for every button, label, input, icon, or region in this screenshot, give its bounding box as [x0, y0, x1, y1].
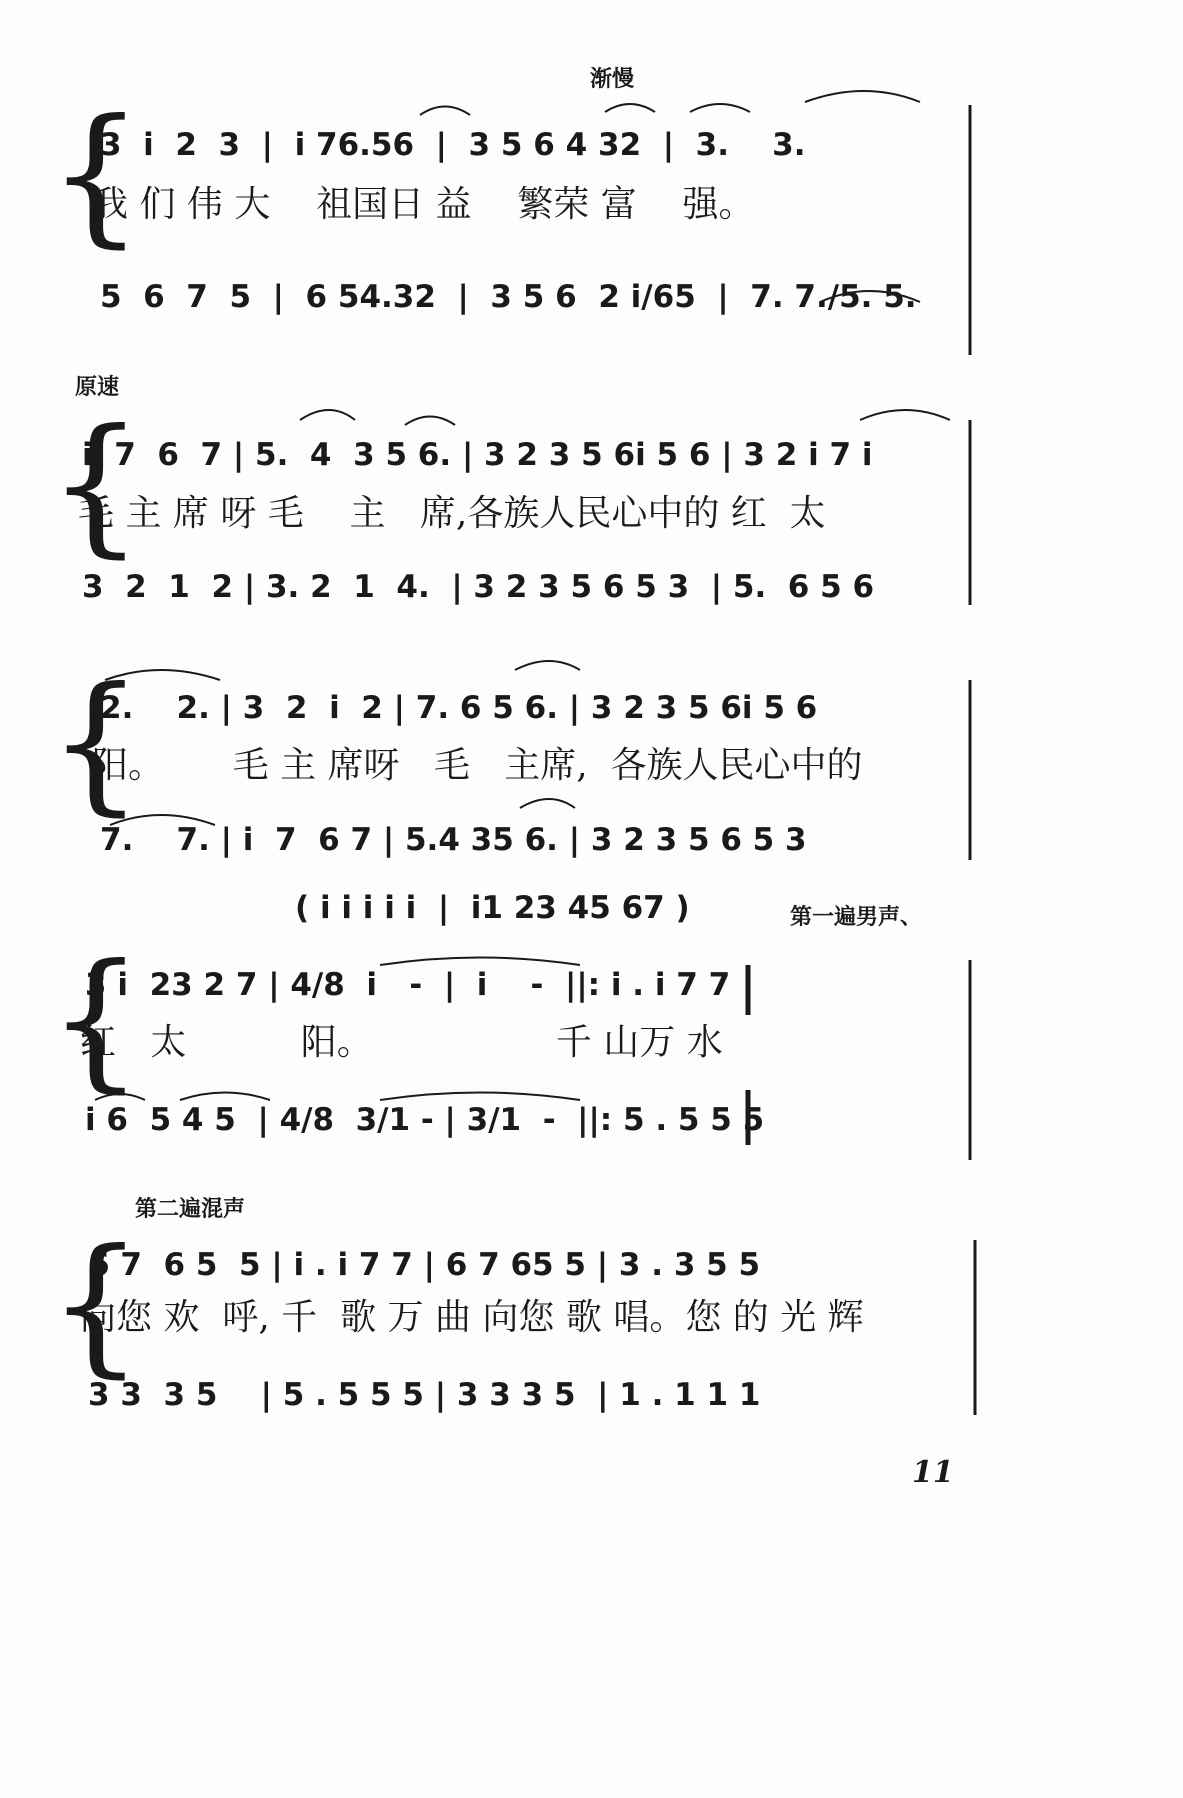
page-number: 11 [912, 1455, 954, 1490]
lower-voice-notes: 7. 7. | i 7 6 7 | 5.4 35 6. | 3 2 3 5 6 5 3 [100, 822, 807, 858]
upper-voice-notes: 3 i 23 2 7 | 4/8 i - | i - ||: i . i 7 7 [85, 967, 731, 1003]
system-brace: { [48, 1218, 144, 1392]
interlude-notes: ( i i i i i | i1 23 45 67 ) [295, 890, 690, 926]
lyrics-line: 阳。 毛 主 席呀 毛 主席, 各族人民心中的 [92, 745, 863, 786]
upper-voice-notes: 3 i 2 3 | i 76.56 | 3 5 6 4 32 | 3. 3. [100, 127, 806, 163]
upper-voice-notes: i 7 6 7 | 5. 4 3 5 6. | 3 2 3 5 6i 5 6 | 3 2 i 7 i [82, 437, 873, 473]
lyrics-line: 向您 欢 呼, 千 歌 万 曲 向您 歌 唱。您 的 光 辉 [80, 1297, 864, 1338]
lyrics-line: 毛 主 席 呀 毛 主 席,各族人民心中的 红 太 [78, 493, 826, 534]
lower-voice-notes: i 6 5 4 5 | 4/8 3/1 - | 3/1 - ||: 5 . 5 5 5 [85, 1102, 765, 1138]
first-time-marking: 第一遍男声、 [790, 904, 923, 930]
upper-voice-notes: 6 7 6 5 5 | i . i 7 7 | 6 7 65 5 | 3 . 3 5 5 [88, 1247, 761, 1283]
lower-voice-notes: 5 6 7 5 | 6 54.32 | 3 5 6 2 i/65 | 7. 7./5. 5. [100, 279, 917, 315]
system-brace: { [48, 933, 144, 1107]
system-brace: { [48, 88, 144, 262]
lyrics-line: 红 太 阳。 千 山万 水 [80, 1022, 723, 1063]
tempo-original-marking: 原速 [75, 374, 120, 400]
system-brace: { [48, 398, 144, 572]
upper-voice-notes: 2. 2. | 3 2 i 2 | 7. 6 5 6. | 3 2 3 5 6i 5 6 [100, 690, 818, 726]
lyrics-line: 我 们 伟 大 祖国日 益 繁荣 富 强。 [92, 184, 755, 225]
tempo-slow-marking: 渐慢 [590, 66, 635, 92]
lower-voice-notes: 3 2 1 2 | 3. 2 1 4. | 3 2 3 5 6 5 3 | 5. 6 5 6 [82, 569, 875, 605]
lower-voice-notes: 3 3 3 5 | 5 . 5 5 5 | 3 3 3 5 | 1 . 1 1 1 [88, 1377, 761, 1413]
system-brace: { [48, 656, 144, 830]
second-time-marking: 第二遍混声 [135, 1196, 246, 1222]
